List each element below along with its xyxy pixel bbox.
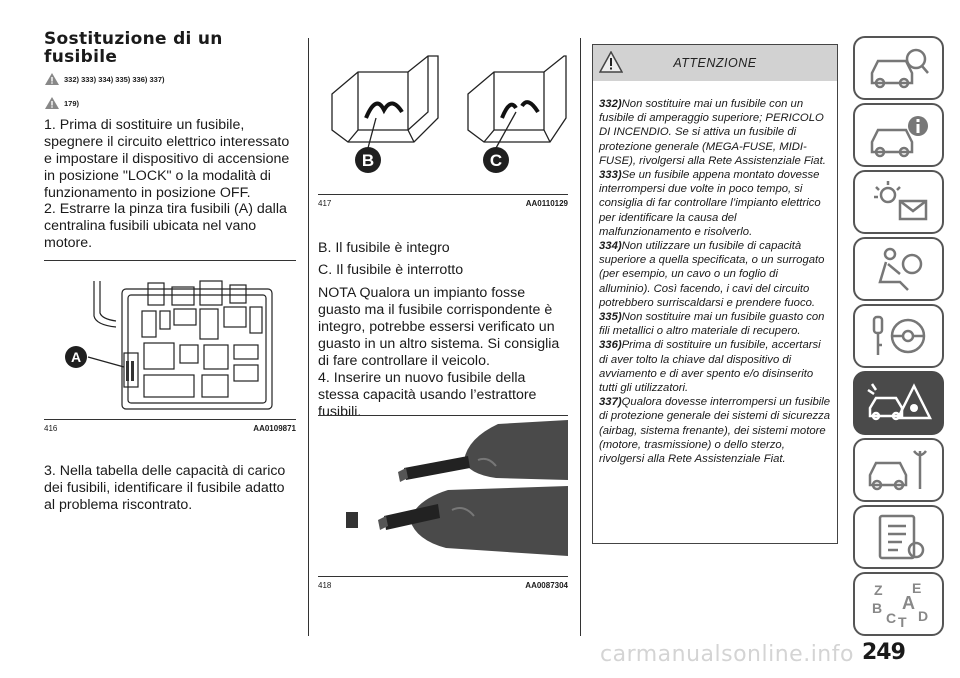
fuse-puller-hands-illustration [318,416,568,576]
section-title: Sostituzione di un fusibile [44,29,223,67]
figure-418 [318,415,568,590]
figure-417 [318,38,568,208]
svg-text:T: T [897,614,907,629]
warning-references-2: 179) [44,96,79,110]
attention-notes [593,81,837,466]
svg-text:Z: Z [873,582,883,598]
fuse-box-illustration [44,261,296,419]
warning-note: 335)Non sostituire mai un fusibile guasto con fili metallici o altro materiale di recupero. [599,311,825,338]
figure-label-a: A [70,349,82,365]
page-number: 249 [862,640,905,665]
warning-triangle-icon [599,51,623,73]
figure-caption: 418 AA0087304 [318,581,568,590]
step-4: 4. Inserire un nuovo fusibile della stessa capacità usando l’estrattore fusibili. [318,370,537,420]
warning-note: 332)Non sostituire mai un fusibile con un fusibile di amperaggio superiore; PERICOLO DI INCENDIO. Se si attiva un fusibile di protezione generale (MEGA-FUSE, MIDI-FUSE), rivolgersi alla Rete Assistenziale Fiat. [599,98,826,167]
svg-text:B: B [871,600,882,616]
tab-alphabet-index[interactable] [853,572,944,636]
airbag-seat-icon [866,244,932,294]
car-search-icon [866,43,932,93]
figure-caption: 416 AA0109871 [44,424,296,433]
figure-caption: 417 AA0110129 [318,199,568,208]
column-divider [580,38,581,636]
tab-key-steering[interactable] [853,304,944,368]
warning-lights-icon [866,177,932,227]
watermark: carmanualsonline.info [600,642,854,667]
warning-triangle-icon [44,96,60,110]
step-2: 2. Estrarre la pinza tira fusibili (A) dalla centralina fusibili ubicata nel vano motore. [44,201,287,251]
key-steering-icon [866,311,932,361]
warning-triangle-icon [44,72,60,86]
figure-label-c: C [489,151,503,170]
svg-text:D: D [917,608,928,624]
specs-list-icon [866,512,932,562]
nota: NOTA Qualora un impianto fosse guasto ma il fusibile corrispondente è integro, potrebbe essersi verificato un guasto in un altro sistema. Si consiglia di fare controllare il veicolo. [318,285,560,369]
svg-text:C: C [885,610,896,626]
car-info-icon [866,110,932,160]
warning-references-1: 332) 333) 334) 335) 336) 337) [44,72,165,86]
car-emergency-icon [866,378,932,428]
tab-warning-lights[interactable] [853,170,944,234]
car-service-icon [866,445,932,495]
alphabet-index-icon [866,579,932,629]
step-3: 3. Nella tabella delle capacità di carico dei fusibili, identificare il fusibile adatto al problema riscontrato. [44,463,286,513]
tab-car-emergency[interactable] [853,371,944,435]
column-divider [308,38,309,636]
item-b: B. Il fusibile è integro [318,240,450,256]
item-c: C. Il fusibile è interrotto [318,262,464,278]
figure-label-b: B [361,151,375,170]
warning-note: 336)Prima di sostituire un fusibile, accertarsi di aver tolto la chiave dal dispositivo di avviamento e di aver spento e/o disinserito tutti gli utilizzatori. [599,339,821,395]
tab-car-search[interactable] [853,36,944,100]
svg-text:A: A [901,593,915,613]
warning-note: 333)Se un fusibile appena montato dovesse interrompersi due volte in poco tempo, si consiglia di far controllare l’impianto elettrico per identificare la causa del malfunzionamento e risolverlo. [599,169,821,238]
attention-header: ATTENZIONE [593,45,837,81]
step-1: 1. Prima di sostituire un fusibile, spegnere il circuito elettrico interessato e impostare il dispositivo di accensione in posizione "LOCK" o la modalità di funzionamento in posizione OFF. [44,117,290,201]
fuse-comparison-illustration [318,38,568,194]
tab-specs-list[interactable] [853,505,944,569]
figure-416 [44,260,296,433]
tab-airbag-seat[interactable] [853,237,944,301]
attention-box [592,44,838,544]
svg-text:E: E [911,580,921,596]
tab-car-service[interactable] [853,438,944,502]
tab-car-info[interactable] [853,103,944,167]
warning-note: 337)Qualora dovesse interrompersi un fusibile di protezione generale dei sistemi di sicurezza (airbag, sistema frenante), dei sistemi motore (motore, trasmissione) o dello sterzo, rivolgersi alla Rete Assistenziale Fiat. [599,396,831,466]
warning-note: 334)Non utilizzare un fusibile di capacità superiore a quella specificata, o un surrogato (per esempio, un cavo o un foglio di alluminio). Così facendo, i cavi del circuito potrebbero surriscaldarsi e prendere fuoco. [599,240,825,309]
